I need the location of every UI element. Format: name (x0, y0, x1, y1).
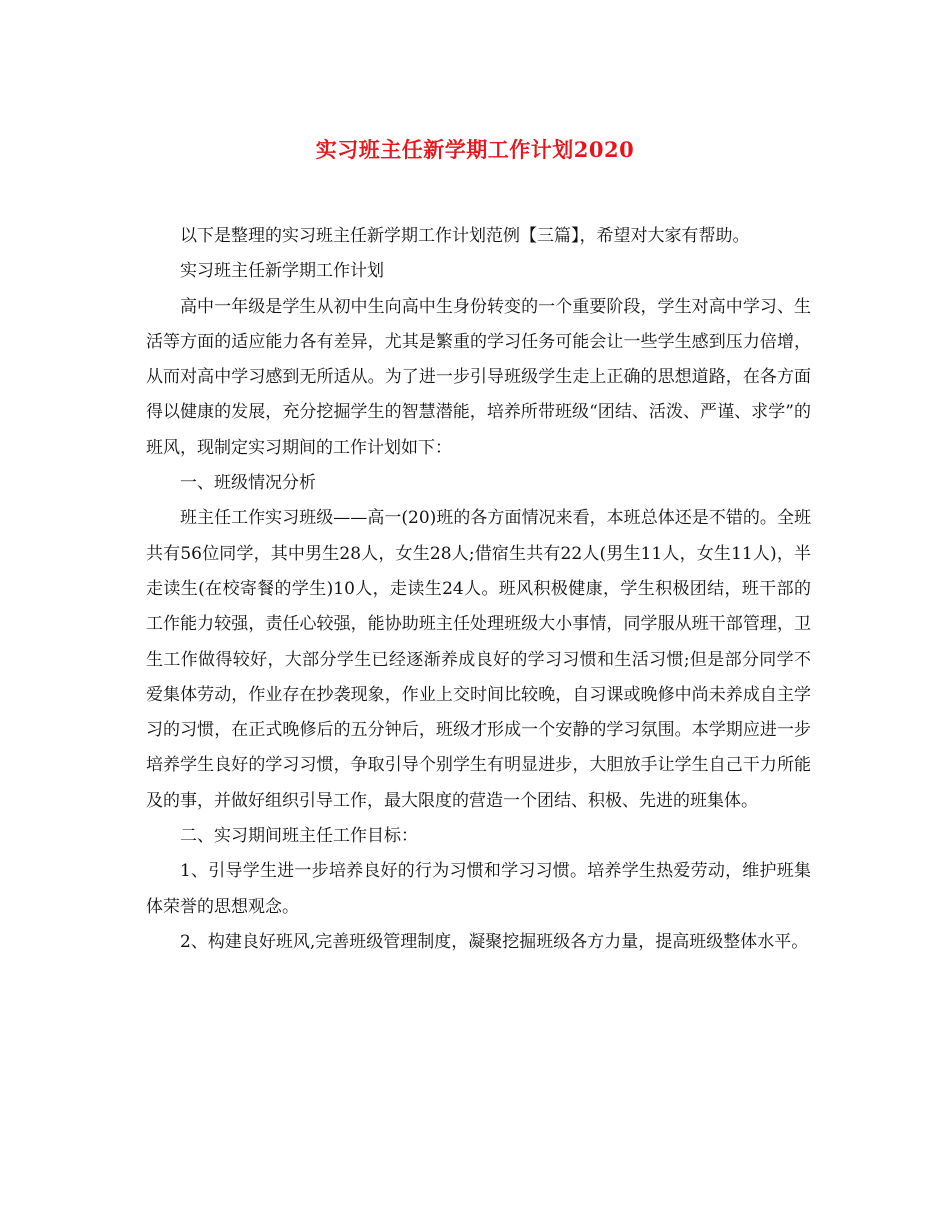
paragraph-goal-2: 2、构建良好班风,完善班级管理制度，凝聚挖掘班级各方力量，提高班级整体水平。 (180, 931, 809, 952)
section-heading-goals: 二、实习期间班主任工作目标： (180, 826, 418, 847)
paragraph-class-analysis: 班主任工作实习班级——高一(20)班的各方面情况来看，本班总体还是不错的。全班共有56位同学，其中男生28人，女生28人;借宿生共有22人(男生11人，女生11人)，半走读生(在校寄餐的学生)10人，走读生24人。班风积极健康，学生积极团结，班干部的工作能力较强，责任心较强，能协助班主任处理班级大小事情，同学服从班干部管理，卫生工作做得较好，大部分学生已经逐渐养成良好的学习习惯和生活习惯;但是部分同学不爱集体劳动，作业存在抄袭现象，作业上交时间比较晚，自习课或晚修中尚未养成自主学习的习惯，在正式晚修后的五分钟后，班级才形成一个安静的学习氛围。本学期应进一步培养学生良好的学习习惯，争取引导个别学生有明显进步，大胆放手让学生自己干力所能及的事，并做好组织引导工作，最大限度的营造一个团结、积极、先进的班集体。 (146, 508, 811, 811)
paragraph-goal-1: 1、引导学生进一步培养良好的行为习惯和学习习惯。培养学生热爱劳动，维护班集体荣誉的思想观念。 (146, 861, 811, 917)
document-body (146, 219, 811, 960)
paragraph-subtitle: 实习班主任新学期工作计划 (180, 261, 384, 282)
document-title: 实习班主任新学期工作计划2020 (315, 137, 635, 162)
paragraph-intro: 以下是整理的实习班主任新学期工作计划范例【三篇】，希望对大家有帮助。 (180, 226, 750, 246)
section-heading-class-analysis: 一、班级情况分析 (180, 473, 316, 494)
paragraph-background: 高中一年级是学生从初中生向高中生身份转变的一个重要阶段，学生对高中学习、生活等方面的适应能力各有差异，尤其是繁重的学习任务可能会让一些学生感到压力倍增，从而对高中学习感到无所适从。为了进一步引导班级学生走上正确的思想道路，在各方面得以健康的发展，充分挖掘学生的智慧潜能，培养所带班级“团结、活泼、严谨、求学”的班风，现制定实习期间的工作计划如下： (146, 296, 811, 458)
